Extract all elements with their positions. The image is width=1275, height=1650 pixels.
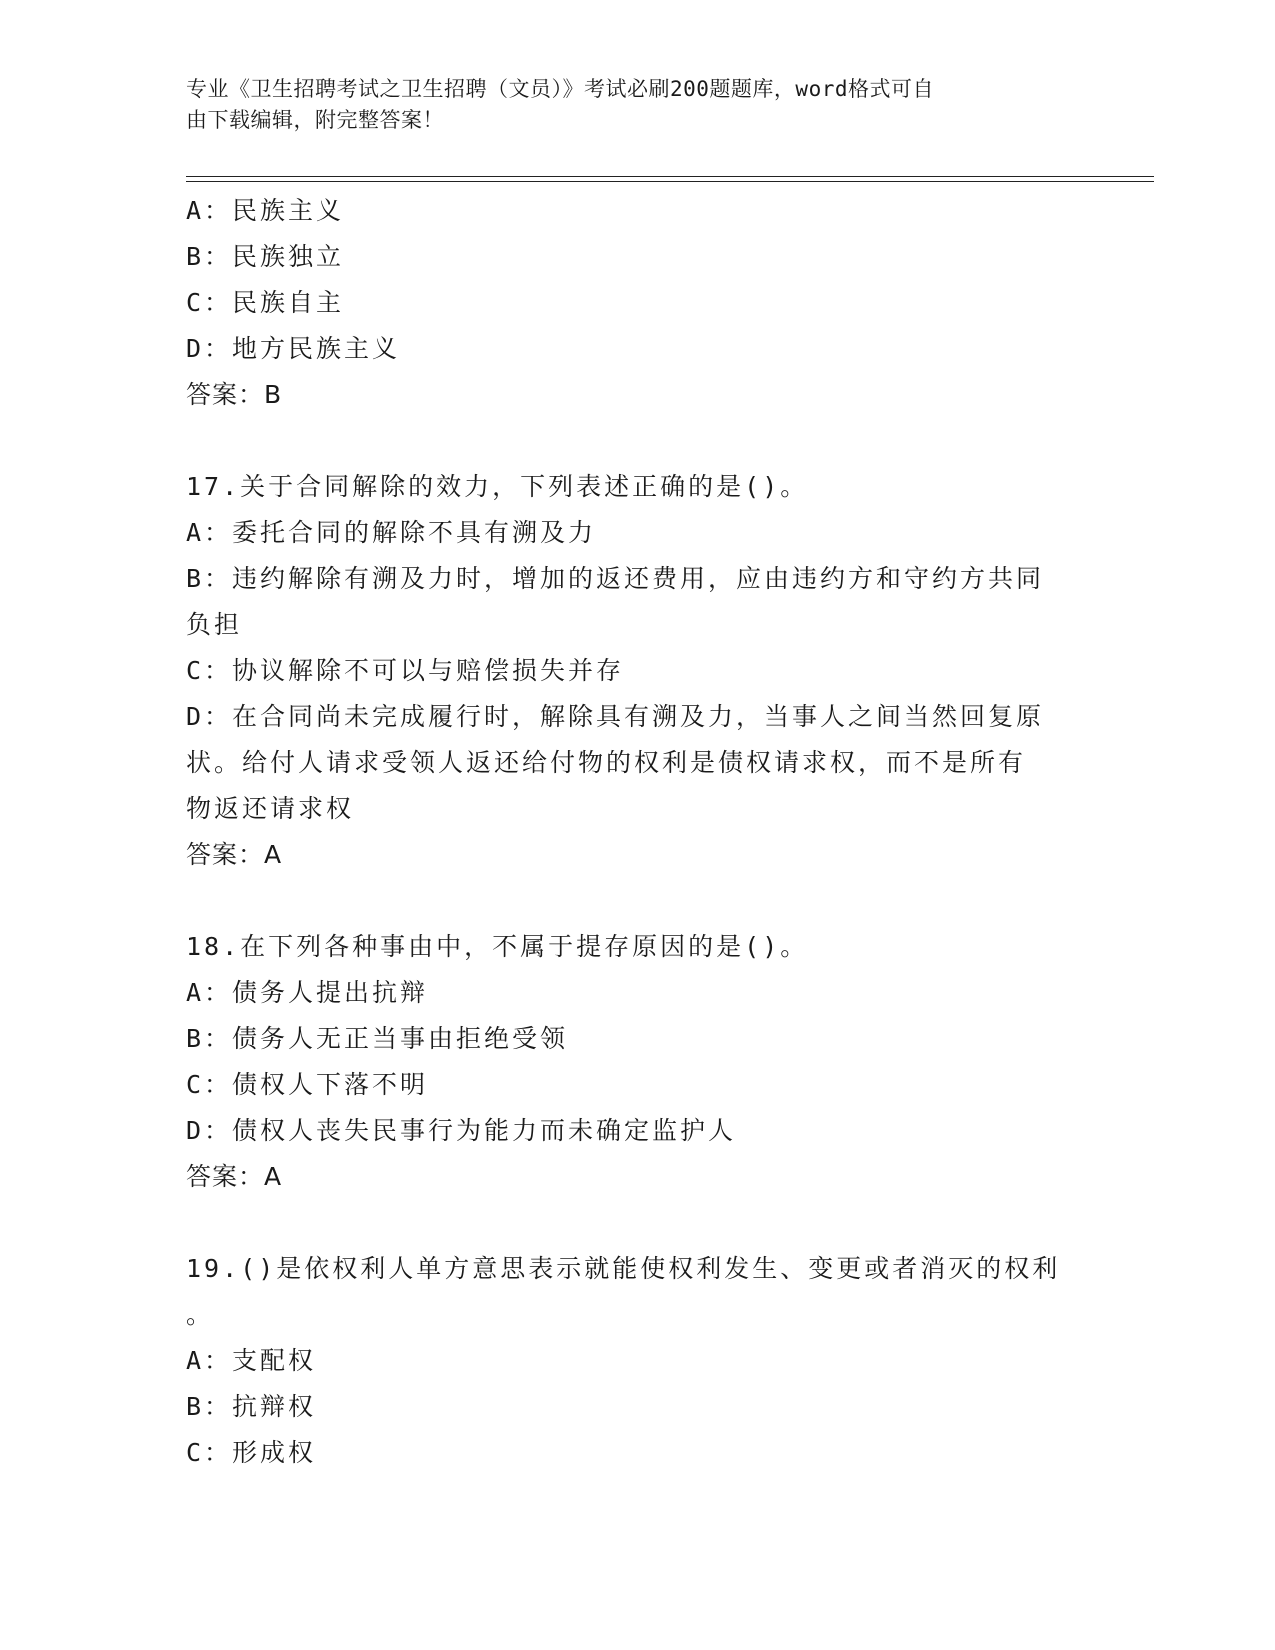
question-18 [186, 924, 1086, 1200]
question-stem-line-1: 19.()是依权利人单方意思表示就能使权利发生、变更或者消灭的权利 [186, 1254, 1061, 1283]
question-19 [186, 1246, 1086, 1476]
spacer [186, 418, 1086, 464]
option-a: A：民族主义 [186, 196, 345, 225]
header-line-2: 由下载编辑，附完整答案！ [186, 108, 444, 132]
option-b-line-1: B：违约解除有溯及力时，增加的返还费用，应由违约方和守约方共同 [186, 564, 1045, 593]
answer: 答案：A [186, 840, 283, 869]
option-d-line-3: 物返还请求权 [186, 794, 355, 823]
question-stem: 17.关于合同解除的效力，下列表述正确的是()。 [186, 472, 809, 501]
option-b: B：民族独立 [186, 242, 345, 271]
option-c: C：形成权 [186, 1438, 317, 1467]
question-stem-line-2: 。 [186, 1300, 215, 1329]
answer: 答案：B [186, 380, 283, 409]
header-line-1: 专业《卫生招聘考试之卫生招聘（文员）》考试必刷200题题库，word格式可自 [186, 77, 934, 101]
option-c: C：协议解除不可以与赔偿损失并存 [186, 656, 625, 685]
header-divider-top [186, 176, 1154, 177]
document-header [186, 74, 1066, 136]
option-a: A：支配权 [186, 1346, 317, 1375]
option-b: B：债务人无正当事由拒绝受领 [186, 1024, 569, 1053]
spacer [186, 878, 1086, 924]
answer: 答案：A [186, 1162, 283, 1191]
option-d-line-1: D：在合同尚未完成履行时，解除具有溯及力，当事人之间当然回复原 [186, 702, 1045, 731]
option-c: C：债权人下落不明 [186, 1070, 429, 1099]
question-17 [186, 464, 1086, 878]
option-d: D：债权人丧失民事行为能力而未确定监护人 [186, 1116, 737, 1145]
spacer [186, 1200, 1086, 1246]
option-b-line-2: 负担 [186, 610, 243, 639]
option-d-line-2: 状。给付人请求受领人返还给付物的权利是债权请求权，而不是所有 [186, 748, 1027, 777]
option-a: A：债务人提出抗辩 [186, 978, 429, 1007]
question-list [186, 188, 1086, 1476]
question-16 [186, 188, 1086, 418]
option-d: D：地方民族主义 [186, 334, 401, 363]
option-a: A：委托合同的解除不具有溯及力 [186, 518, 597, 547]
option-b: B：抗辩权 [186, 1392, 317, 1421]
option-c: C：民族自主 [186, 288, 345, 317]
question-stem: 18.在下列各种事由中，不属于提存原因的是()。 [186, 932, 809, 961]
header-divider-bottom [186, 181, 1154, 182]
